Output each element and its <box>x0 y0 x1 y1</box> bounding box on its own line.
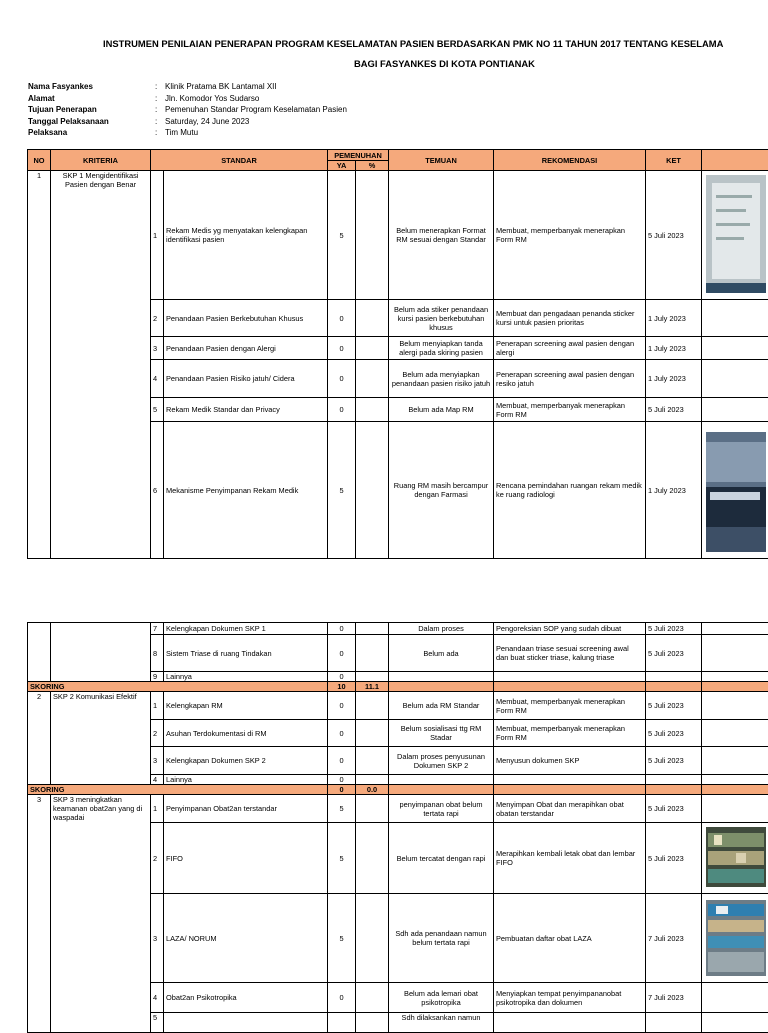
item-rekomendasi: Penerapan screening awal pasien dengan resiko jatuh <box>494 360 646 398</box>
info-block <box>0 81 768 141</box>
item-no: 8 <box>151 635 164 672</box>
item-temuan: Belum ada RM Standar <box>389 692 494 720</box>
item-rekomendasi: Penerapan screening awal pasien dengan alergi <box>494 337 646 360</box>
item-temuan: Belum ada <box>389 635 494 672</box>
item-temuan: Belum menerapkan Format RM sesuai dengan Standar <box>389 171 494 300</box>
evidence-photo-cell <box>702 720 768 747</box>
skoring-label: SKORING <box>28 682 328 692</box>
item-standar: Penandaan Pasien dengan Alergi <box>164 337 328 360</box>
item-pct <box>356 635 389 672</box>
col-kriteria: KRITERIA <box>51 150 151 171</box>
item-ket: 5 Juli 2023 <box>646 747 702 775</box>
item-standar: Kelengkapan Dokumen SKP 2 <box>164 747 328 775</box>
item-no: 3 <box>151 747 164 775</box>
item-ket <box>646 672 702 682</box>
item-standar: Penandaan Pasien Risiko jatuh/ Cidera <box>164 360 328 398</box>
item-no: 9 <box>151 672 164 682</box>
evidence-photo-laza-cabinet <box>706 900 766 976</box>
info-sep: : <box>155 104 157 116</box>
info-value: Tim Mutu <box>165 127 198 139</box>
item-standar: Kelengkapan RM <box>164 692 328 720</box>
info-row-nama <box>0 81 768 92</box>
criteria-no: 3 <box>28 795 51 1033</box>
item-temuan <box>389 672 494 682</box>
item-ket <box>646 775 702 785</box>
item-rekomendasi: Merapihkan kembali letak obat dan lembar FIFO <box>494 823 646 894</box>
item-standar: Kelengkapan Dokumen SKP 1 <box>164 623 328 635</box>
item-ket <box>646 1013 702 1033</box>
info-label: Tujuan Penerapan <box>28 104 97 116</box>
info-row-pelaksana <box>0 127 768 138</box>
item-ya: 0 <box>328 672 356 682</box>
item-rekomendasi: Menyiapkan tempat penyimpananobat psikotropika dan dokumen <box>494 983 646 1013</box>
info-label: Tanggal Pelaksanaan <box>28 116 109 128</box>
item-ya: 0 <box>328 398 356 422</box>
item-standar: Obat2an Psikotropika <box>164 983 328 1013</box>
criteria-no <box>28 623 51 682</box>
item-ya: 5 <box>328 823 356 894</box>
evidence-photo-cell <box>702 983 768 1013</box>
info-label: Pelaksana <box>28 127 67 139</box>
item-pct <box>356 300 389 337</box>
item-standar: Rekam Medik Standar dan Privacy <box>164 398 328 422</box>
item-ya: 0 <box>328 747 356 775</box>
item-ket: 1 July 2023 <box>646 422 702 559</box>
item-temuan: Ruang RM masih bercampur dengan Farmasi <box>389 422 494 559</box>
item-ya: 0 <box>328 300 356 337</box>
item-standar: Lainnya <box>164 672 328 682</box>
item-ket: 7 Juli 2023 <box>646 894 702 983</box>
evidence-photo-cell <box>702 775 768 785</box>
item-no: 4 <box>151 360 164 398</box>
item-ket: 5 Juli 2023 <box>646 692 702 720</box>
item-pct <box>356 775 389 785</box>
info-label: Nama Fasyankes <box>28 81 93 93</box>
col-ket: KET <box>646 150 702 171</box>
info-label: Alamat <box>28 93 55 105</box>
item-ya: 0 <box>328 360 356 398</box>
item-pct <box>356 1013 389 1033</box>
info-sep: : <box>155 127 157 139</box>
item-rekomendasi <box>494 775 646 785</box>
evidence-photo-cell <box>702 795 768 823</box>
item-ya: 5 <box>328 422 356 559</box>
doc-title-line1: INSTRUMEN PENILAIAN PENERAPAN PROGRAM KESELAMATAN PASIEN BERDASARKAN PMK NO 11 TAHUN 2017 TENTANG KESELAMA <box>103 38 723 49</box>
info-sep: : <box>155 93 157 105</box>
item-no: 1 <box>151 692 164 720</box>
item-rekomendasi <box>494 672 646 682</box>
item-temuan: Belum ada lemari obat psikotropika <box>389 983 494 1013</box>
item-pct <box>356 747 389 775</box>
item-pct <box>356 672 389 682</box>
item-ket: 5 Juli 2023 <box>646 795 702 823</box>
item-rekomendasi: Pembuatan daftar obat LAZA <box>494 894 646 983</box>
item-ket: 5 Juli 2023 <box>646 720 702 747</box>
item-standar <box>164 1013 328 1033</box>
item-ket: 1 July 2023 <box>646 360 702 398</box>
col-ya: YA <box>328 161 356 171</box>
item-temuan: penyimpanan obat belum tertata rapi <box>389 795 494 823</box>
table-header-row <box>28 150 768 161</box>
item-no: 2 <box>151 300 164 337</box>
item-pct <box>356 692 389 720</box>
col-pct: % <box>356 161 389 171</box>
item-pct <box>356 398 389 422</box>
item-ya: 5 <box>328 894 356 983</box>
item-ket: 5 Juli 2023 <box>646 171 702 300</box>
item-pct <box>356 422 389 559</box>
info-row-tujuan <box>0 104 768 115</box>
evidence-photo-cell <box>702 1013 768 1033</box>
info-value: Klinik Pratama BK Lantamal XII <box>165 81 277 93</box>
evidence-photo-cell <box>702 422 768 559</box>
item-pct <box>356 983 389 1013</box>
item-rekomendasi: Membuat, memperbanyak menerapkan Form RM <box>494 171 646 300</box>
item-ya <box>328 1013 356 1033</box>
col-temuan: TEMUAN <box>389 150 494 171</box>
evidence-photo-fifo-shelf <box>706 827 766 887</box>
item-pct <box>356 894 389 983</box>
evidence-photo-cell <box>702 672 768 682</box>
item-standar: LAZA/ NORUM <box>164 894 328 983</box>
item-pct <box>356 823 389 894</box>
evidence-photo-cell <box>702 894 768 983</box>
item-no: 2 <box>151 720 164 747</box>
item-temuan: Belum ada menyiapkan penandaan pasien risiko jatuh <box>389 360 494 398</box>
col-foto <box>702 150 768 171</box>
item-temuan: Belum ada Map RM <box>389 398 494 422</box>
info-value: Jln. Komodor Yos Sudarso <box>165 93 259 105</box>
item-pct <box>356 337 389 360</box>
item-ya: 0 <box>328 983 356 1013</box>
item-temuan: Sdh ada penandaan namun belum tertata rapi <box>389 894 494 983</box>
info-sep: : <box>155 81 157 93</box>
item-standar: Mekanisme Penyimpanan Rekam Medik <box>164 422 328 559</box>
evidence-photo-cell <box>702 692 768 720</box>
item-rekomendasi: Penandaan triase sesuai screening awal dan buat sticker triase, kalung triase <box>494 635 646 672</box>
evidence-photo-rm-form <box>706 175 766 293</box>
item-no: 3 <box>151 894 164 983</box>
item-standar: Penandaan Pasien Berkebutuhan Khusus <box>164 300 328 337</box>
item-temuan: Belum sosialisasi ttg RM Stadar <box>389 720 494 747</box>
item-ya: 0 <box>328 692 356 720</box>
item-no: 5 <box>151 1013 164 1033</box>
item-ya: 0 <box>328 623 356 635</box>
item-no: 2 <box>151 823 164 894</box>
criteria-name: SKP 2 Komunikasi Efektif <box>51 692 151 785</box>
skoring-label: SKORING <box>28 785 328 795</box>
item-ket: 5 Juli 2023 <box>646 623 702 635</box>
criteria-name: SKP 1 Mengidentifikasi Pasien dengan Benar <box>51 171 151 559</box>
table-row <box>28 795 768 823</box>
assessment-table-part1 <box>27 149 768 559</box>
info-value: Saturday, 24 June 2023 <box>165 116 249 128</box>
item-temuan: Sdh dilaksankan namun <box>389 1013 494 1033</box>
skoring-pct: 0.0 <box>356 785 389 795</box>
item-standar: Sistem Triase di ruang Tindakan <box>164 635 328 672</box>
item-standar: Penyimpanan Obat2an terstandar <box>164 795 328 823</box>
item-pct <box>356 795 389 823</box>
item-rekomendasi: Membuat, memperbanyak menerapkan Form RM <box>494 692 646 720</box>
evidence-photo-cell <box>702 623 768 635</box>
item-standar: FIFO <box>164 823 328 894</box>
evidence-photo-cell <box>702 171 768 300</box>
skoring-row <box>28 785 768 795</box>
item-temuan: Dalam proses penyusunan Dokumen SKP 2 <box>389 747 494 775</box>
item-ket: 1 July 2023 <box>646 300 702 337</box>
item-ket: 7 Juli 2023 <box>646 983 702 1013</box>
item-standar: Lainnya <box>164 775 328 785</box>
skoring-pct: 11.1 <box>356 682 389 692</box>
item-ket: 5 Juli 2023 <box>646 398 702 422</box>
evidence-photo-cell <box>702 337 768 360</box>
col-standar: STANDAR <box>151 150 328 171</box>
item-temuan: Dalam proses <box>389 623 494 635</box>
assessment-table-part2 <box>27 622 768 1033</box>
table-row <box>28 623 768 635</box>
evidence-photo-cell <box>702 823 768 894</box>
col-pemenuhan: PEMENUHAN <box>328 150 389 161</box>
criteria-no: 1 <box>28 171 51 559</box>
info-sep: : <box>155 116 157 128</box>
item-temuan: Belum ada stiker penandaan kursi pasien berkebutuhan khusus <box>389 300 494 337</box>
info-row-tanggal <box>0 116 768 127</box>
item-no: 1 <box>151 795 164 823</box>
item-no: 7 <box>151 623 164 635</box>
item-pct <box>356 360 389 398</box>
item-rekomendasi <box>494 1013 646 1033</box>
item-pct <box>356 720 389 747</box>
info-value: Pemenuhan Standar Program Keselamatan Pasien <box>165 104 347 116</box>
item-rekomendasi: Pengoreksian SOP yang sudah dibuat <box>494 623 646 635</box>
evidence-photo-cell <box>702 635 768 672</box>
skoring-row <box>28 682 768 692</box>
item-pct <box>356 171 389 300</box>
item-ya: 5 <box>328 171 356 300</box>
item-ya: 0 <box>328 720 356 747</box>
skoring-ya: 10 <box>328 682 356 692</box>
table-row <box>28 171 768 300</box>
col-no: NO <box>28 150 51 171</box>
item-temuan: Belum tercatat dengan rapi <box>389 823 494 894</box>
item-no: 5 <box>151 398 164 422</box>
item-rekomendasi: Membuat, memperbanyak menerapkan Form RM <box>494 720 646 747</box>
evidence-photo-cell <box>702 747 768 775</box>
criteria-no: 2 <box>28 692 51 785</box>
item-no: 4 <box>151 983 164 1013</box>
item-rekomendasi: Rencana pemindahan ruangan rekam medik ke ruang radiologi <box>494 422 646 559</box>
item-no: 1 <box>151 171 164 300</box>
item-ya: 5 <box>328 795 356 823</box>
item-no: 3 <box>151 337 164 360</box>
criteria-name: SKP 3 meningkatkan keamanan obat2an yang di waspadai <box>51 795 151 1033</box>
item-no: 4 <box>151 775 164 785</box>
item-rekomendasi: Membuat dan pengadaan penanda sticker kursi untuk pasien prioritas <box>494 300 646 337</box>
doc-title-line2: BAGI FASYANKES DI KOTA PONTIANAK <box>354 58 535 69</box>
item-ket: 5 Juli 2023 <box>646 823 702 894</box>
table-row <box>28 692 768 720</box>
item-pct <box>356 623 389 635</box>
item-rekomendasi: Membuat, memperbanyak menerapkan Form RM <box>494 398 646 422</box>
item-ya: 0 <box>328 337 356 360</box>
criteria-name <box>51 623 151 682</box>
item-ya: 0 <box>328 775 356 785</box>
evidence-photo-cell <box>702 398 768 422</box>
col-rekomendasi: REKOMENDASI <box>494 150 646 171</box>
item-rekomendasi: Menyimpan Obat dan merapihkan obat obatan terstandar <box>494 795 646 823</box>
item-temuan <box>389 775 494 785</box>
item-rekomendasi: Menyusun dokumen SKP <box>494 747 646 775</box>
item-ket: 5 Juli 2023 <box>646 635 702 672</box>
evidence-photo-rm-room <box>706 432 766 552</box>
item-standar: Rekam Medis yg menyatakan kelengkapan identifikasi pasien <box>164 171 328 300</box>
skoring-ya: 0 <box>328 785 356 795</box>
item-ya: 0 <box>328 635 356 672</box>
evidence-photo-cell <box>702 360 768 398</box>
item-ket: 1 July 2023 <box>646 337 702 360</box>
item-standar: Asuhan Terdokumentasi di RM <box>164 720 328 747</box>
item-no: 6 <box>151 422 164 559</box>
info-row-alamat <box>0 93 768 104</box>
item-temuan: Belum menyiapkan tanda alergi pada skiring pasien <box>389 337 494 360</box>
evidence-photo-cell <box>702 300 768 337</box>
